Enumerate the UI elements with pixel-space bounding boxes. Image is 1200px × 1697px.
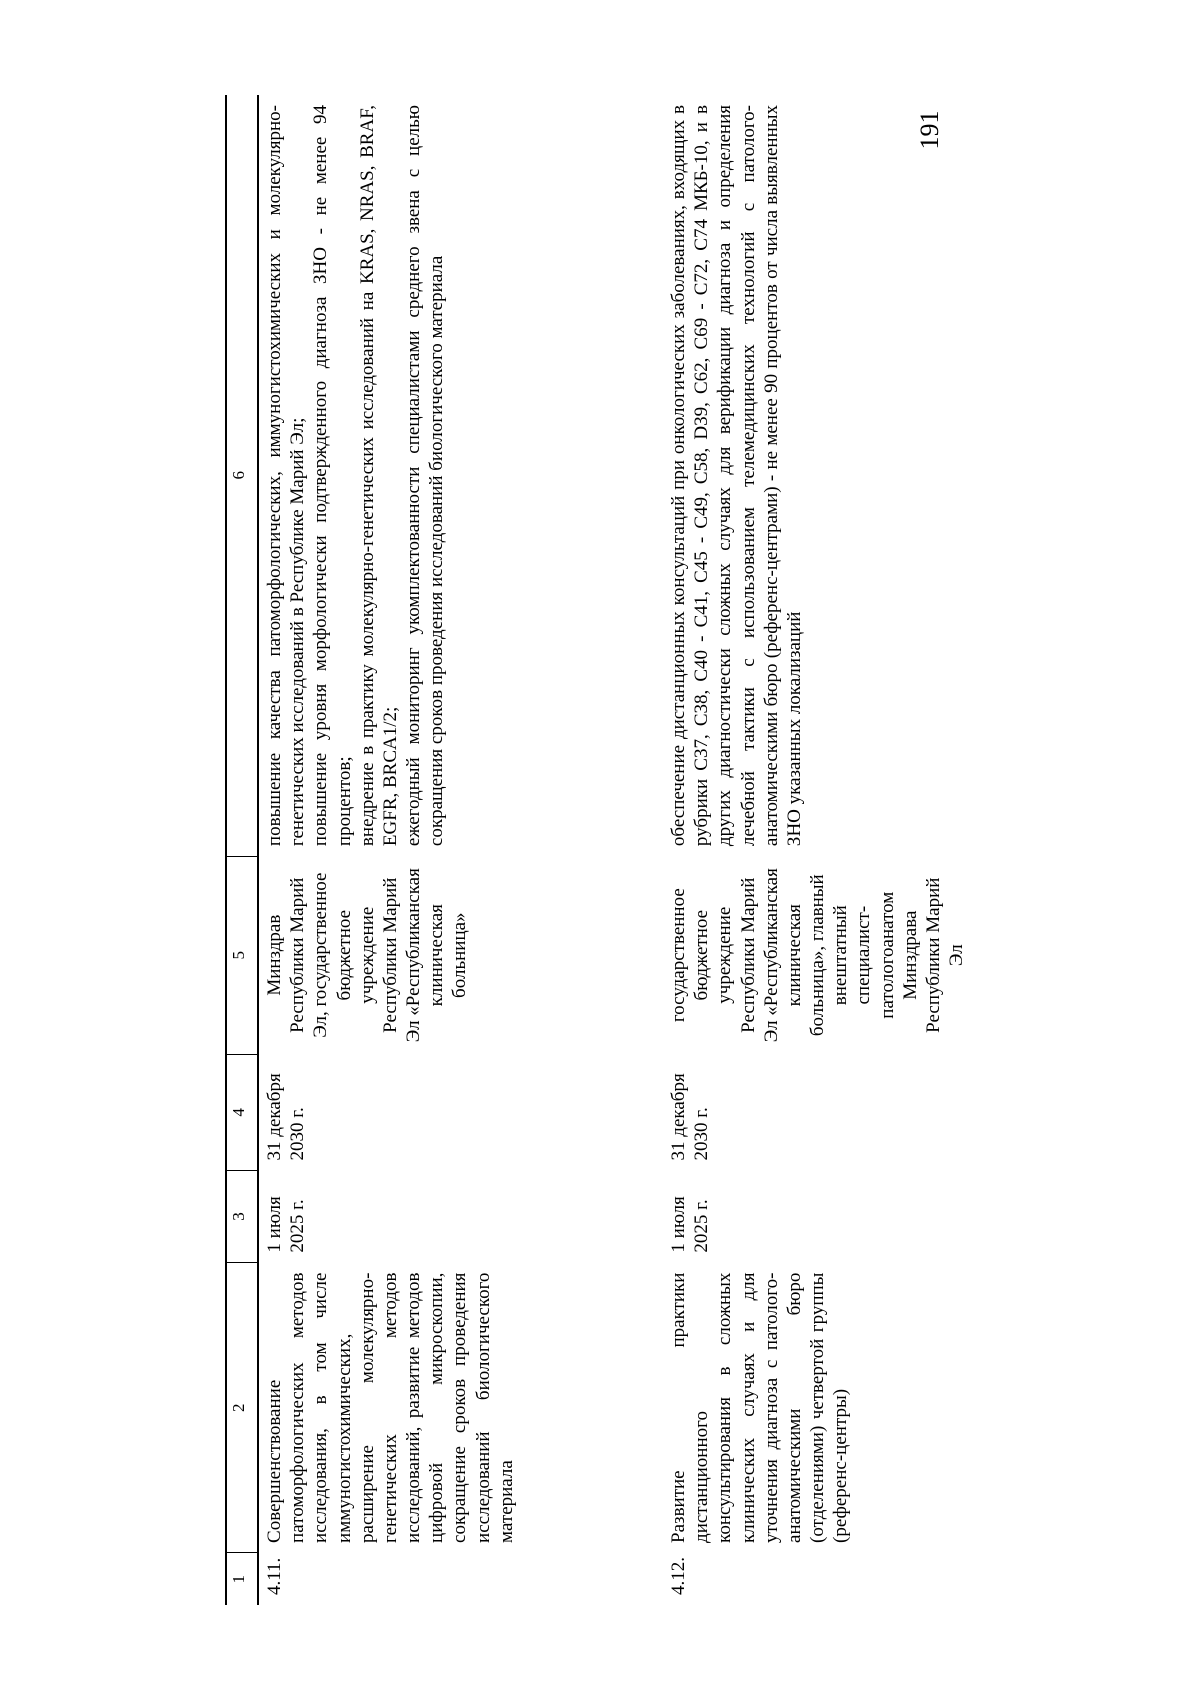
header-cell-5: 5 (226, 856, 258, 1054)
table-header-row (226, 95, 258, 1605)
event-cell: Развитие практики дистанционного консультирования в сложных клинических случаях и для уточнения диагноза с патолого-анатомическими бюро (отделениями) четвертой группы (референс-центры) (668, 1272, 852, 1543)
end-date-cell: 31 декабря 2030 г. (668, 1073, 713, 1161)
start-date-cell: 1 июля 2025 г. (668, 1196, 713, 1253)
responsible-cell: Минздрав Республики Марий Эл, государственное бюджетное учреждение Республики Марий Эл «Республиканская клиническая больница» (264, 868, 471, 1043)
results-cell (663, 95, 968, 856)
header-cell-4: 4 (226, 1054, 258, 1170)
landscape-sheet (225, 95, 1055, 1605)
row-number: 4.12. (668, 1557, 689, 1595)
responsible-cell: государственное бюджетное учреждение Республики Марий Эл «Республиканская клиническая больница», главный внештатный специалист-патологоанатом Минздрава Республики Марий Эл (668, 868, 968, 1043)
end-date-cell: 31 декабря 2030 г. (264, 1073, 309, 1161)
page-number: 191 (915, 110, 944, 150)
header-cell-2: 2 (226, 1263, 258, 1553)
result-item: повышение уровня морфологически подтвержденного диагноза ЗНО - не менее 94 процентов; (310, 105, 355, 847)
table-row (258, 95, 663, 1605)
event-cell: Совершенствование патоморфологических методов исследования, в том числе иммуногистохимических, расширение молекулярно-генетических методов исследований, развитие методов цифровой микроскопии, сокращение сроков проведения исследований биологического материала (264, 1272, 517, 1543)
result-item: внедрение в практику молекулярно-генетических исследований на KRAS, NRAS, BRAF, EGFR, BRCA1/2; (356, 105, 401, 847)
results-cell (258, 95, 663, 856)
header-cell-6: 6 (226, 95, 258, 856)
result-item: повышение качества патоморфологических, иммуногистохимических и молекулярно-генетических исследований в Республике Марий Эл; (264, 105, 309, 847)
row-number: 4.11. (264, 1557, 285, 1595)
table-row (663, 95, 968, 1605)
header-cell-3: 3 (226, 1170, 258, 1262)
header-cell-1: 1 (226, 1553, 258, 1605)
result-item: ежегодный мониторинг укомплектованности специалистами среднего звена с целью сокращения сроков проведения исследований биологического материала (403, 105, 448, 847)
start-date-cell: 1 июля 2025 г. (264, 1196, 309, 1253)
result-item: обеспечение дистанционных консультаций при онкологических заболеваниях, входящих в рубрики C37, C38, C40 - C41, C45 - C49, C58, D39, C62, C69 - C72, C74 МКБ-10, и в других диагностически сложных случаях для верификации диагноза и определения лечебной тактики с использованием телемедицинских технологий с патолого-анатомическими бюро (референс-центрами) - не менее 90 процентов от числа выявленных ЗНО указанных локализаций (668, 105, 805, 847)
measures-table (225, 95, 968, 1605)
